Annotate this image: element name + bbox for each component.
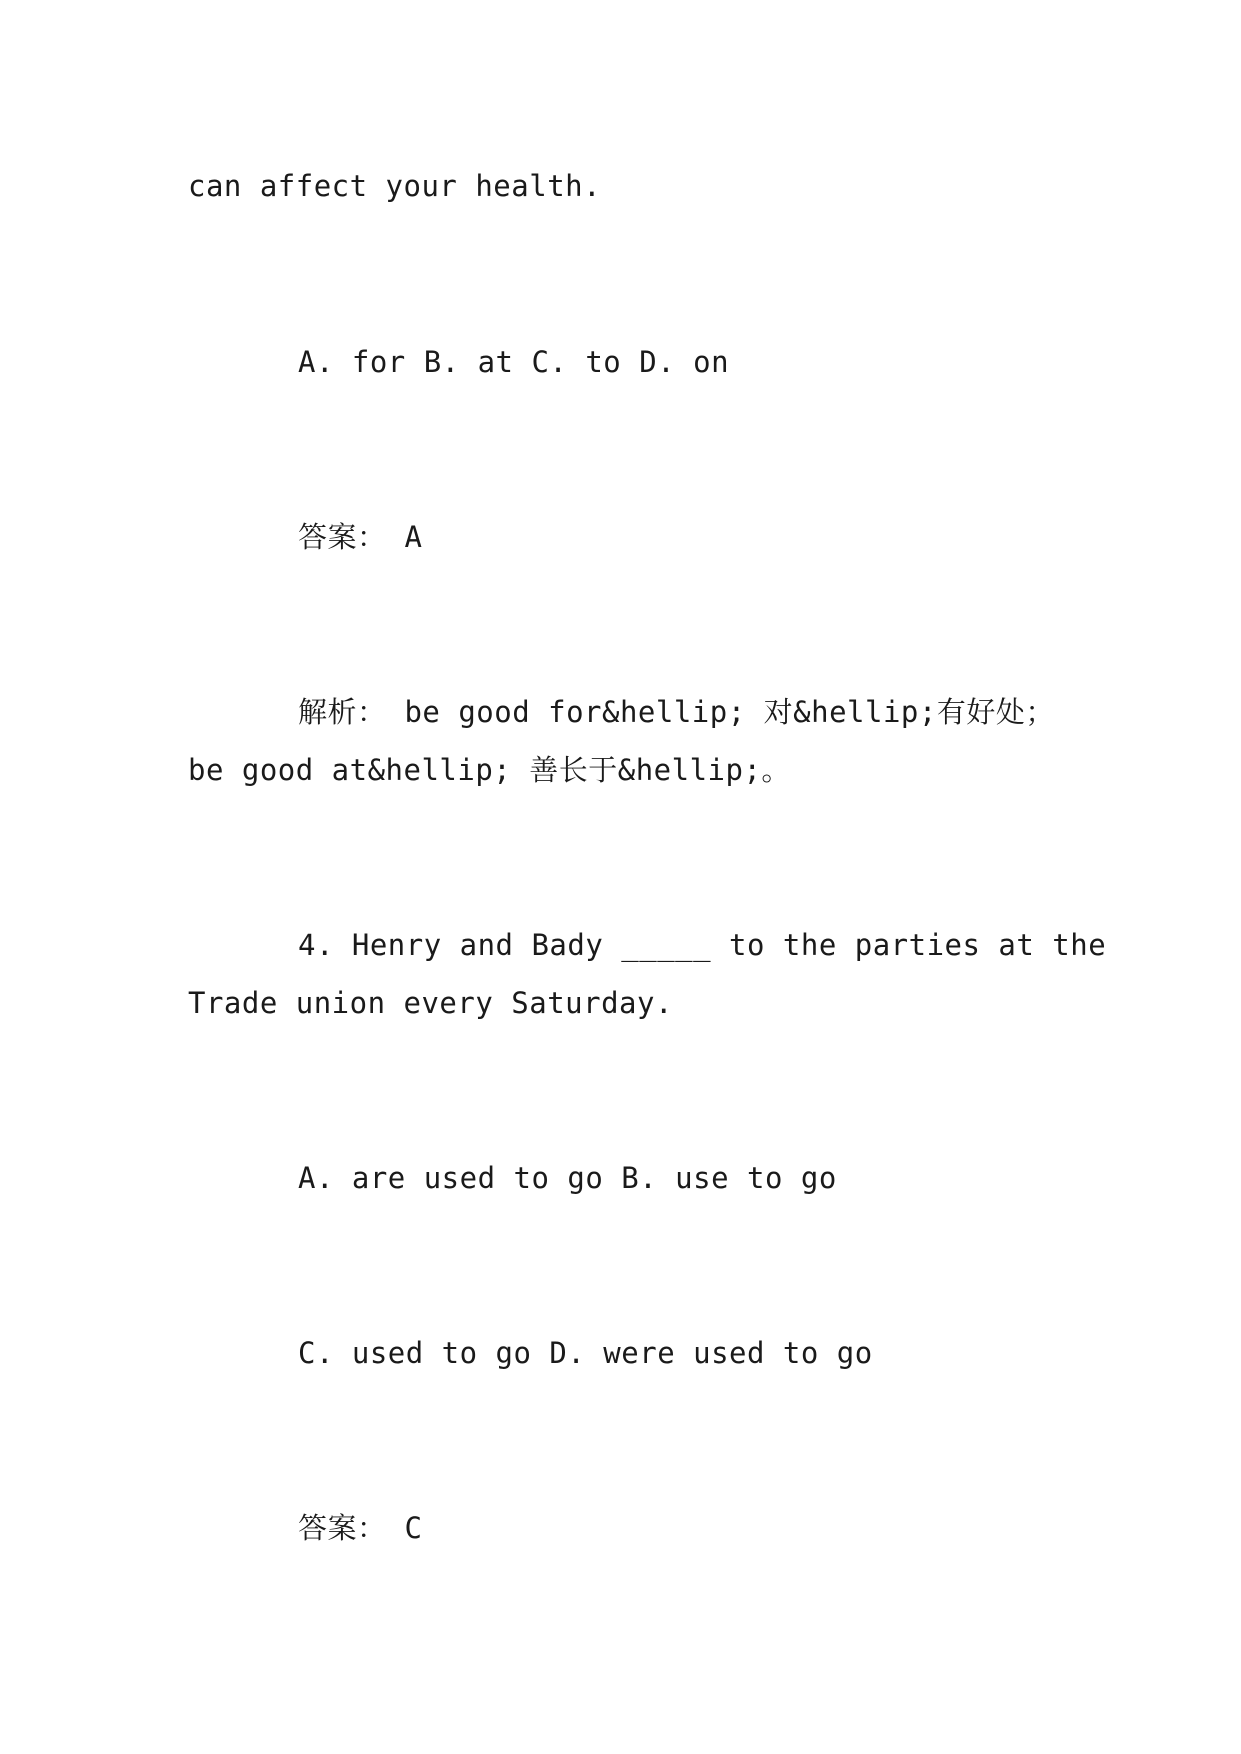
- question-4-answer: 答案： C: [298, 1511, 423, 1545]
- question-4-options-ab: A. are used to go B. use to go: [298, 1161, 837, 1195]
- question-3-explanation-line-2: be good at&hellip; 善长于&hellip;。: [188, 753, 791, 787]
- question-4-stem-line-2: Trade union every Saturday.: [188, 986, 673, 1020]
- question-3-options: A. for B. at C. to D. on: [298, 345, 730, 379]
- question-3-explanation-line-1: 解析： be good for&hellip; 对&hellip;有好处；: [298, 695, 1055, 729]
- question-4-stem-line-1: 4. Henry and Bady _____ to the parties at the: [298, 928, 1107, 962]
- question-4-options-cd: C. used to go D. were used to go: [298, 1336, 873, 1370]
- question-3-continuation: can affect your health.: [188, 169, 602, 203]
- question-3-answer: 答案： A: [298, 520, 423, 554]
